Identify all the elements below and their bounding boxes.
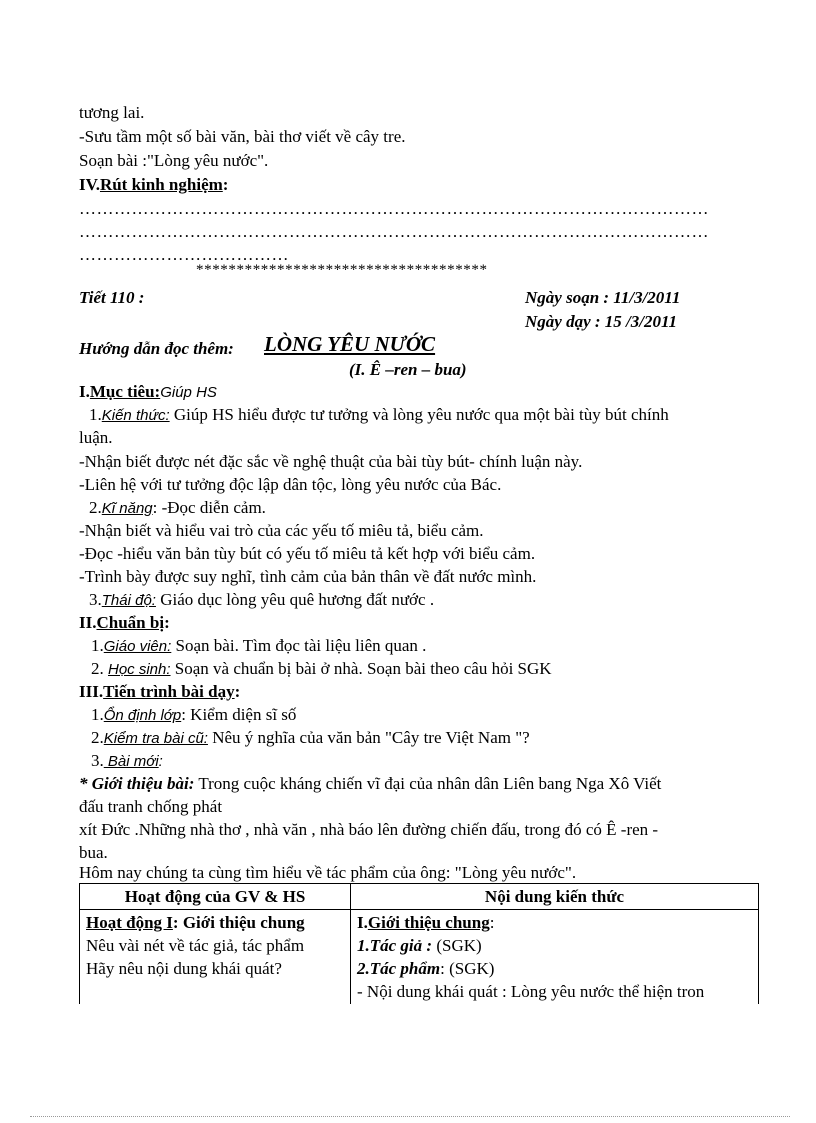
content-cell xyxy=(351,910,759,1005)
lesson-table xyxy=(79,883,759,1004)
prep-heading: II.Chuẩn bị: xyxy=(79,613,170,632)
process-step-2: 2.Kiểm tra bài cũ: Nêu ý nghĩa của văn bản "Cây tre Việt Nam "? xyxy=(91,728,530,747)
dotted-line: ……………………………………………………………………………………………… xyxy=(79,222,709,241)
reading-guide-label: Hướng dẫn đọc thêm: xyxy=(79,339,234,358)
content-summary: - Nội dung khái quát : Lòng yêu nước thể hiện tron xyxy=(357,982,705,1001)
attitude-line: 3.Thái độ: Giáo dục lòng yêu quê hương đất nước . xyxy=(89,590,435,609)
knowledge-item: -Liên hệ với tư tưởng độc lập dân tộc, lòng yêu nước của Bác. xyxy=(79,475,502,494)
activity-question: Hãy nêu nội dung khái quát? xyxy=(86,959,282,978)
table-header-content: Nội dung kiến thức xyxy=(351,884,759,910)
separator-stars: ************************************ xyxy=(196,262,488,278)
prep-student: 2. Học sinh: Soạn và chuẩn bị bài ở nhà. Soạn bài theo câu hỏi SGK xyxy=(91,659,552,678)
knowledge-line: 1.Kiến thức: Giúp HS hiểu được tư tưởng và lòng yêu nước qua một bài tùy bút chính xyxy=(89,405,669,424)
intro-line: tương lai. xyxy=(79,103,145,122)
process-heading: III.Tiến trình bài dạy: xyxy=(79,682,241,701)
content-work: 2.Tác phẩm: (SGK) xyxy=(357,959,495,978)
content-author: 1.Tác giả : (SGK) xyxy=(357,936,482,955)
table-header-activity: Hoạt động của GV & HS xyxy=(80,884,351,910)
lesson-title: LÒNG YÊU NƯỚC xyxy=(264,332,436,356)
skill-line: 2.Kĩ năng: -Đọc diễn cảm. xyxy=(89,498,266,517)
intro-paragraph-cont: xít Đức .Những nhà thơ , nhà văn , nhà báo lên đường chiến đấu, trong đó có Ê -ren - xyxy=(79,820,659,839)
skill-item: -Nhận biết và hiểu vai trò của các yếu tố miêu tả, biểu cảm. xyxy=(79,521,484,540)
process-step-3: 3. Bài mới: xyxy=(91,751,163,770)
page-footer-border xyxy=(30,1116,790,1118)
skill-item: -Trình bày được suy nghĩ, tình cảm của bản thân về đất nước mình. xyxy=(79,567,537,586)
activity-cell xyxy=(80,910,351,1005)
prep-date: Ngày soạn : 11/3/2011 xyxy=(525,288,681,307)
intro-paragraph-cont: đấu tranh chống phát xyxy=(79,797,223,816)
objectives-heading: I.Mục tiêu:Giúp HS xyxy=(79,382,217,401)
lesson-label: Tiết 110 : xyxy=(79,288,145,307)
dotted-line: ……………………………………………………………………………………………… xyxy=(79,199,709,218)
prep-teacher: 1.Giáo viên: Soạn bài. Tìm đọc tài liệu liên quan . xyxy=(91,636,427,655)
knowledge-cont: luận. xyxy=(79,428,113,447)
intro-line: -Sưu tầm một số bài văn, bài thơ viết về cây tre. xyxy=(79,127,406,146)
table-header-row xyxy=(80,884,759,910)
intro-line: Soạn bài :"Lòng yêu nước". xyxy=(79,151,269,170)
activity-heading: Hoạt động I: Giới thiệu chung xyxy=(86,913,305,932)
table-row xyxy=(80,910,759,1005)
process-step-1: 1.Ổn định lớp: Kiểm diện sĩ số xyxy=(91,705,297,724)
skill-item: -Đọc -hiểu văn bản tùy bút có yếu tố miêu tả kết hợp với biểu cảm. xyxy=(79,544,536,563)
section-heading-iv: IV.Rút kinh nghiệm: xyxy=(79,175,229,194)
activity-question: Nêu vài nét về tác giả, tác phẩm xyxy=(86,936,305,955)
knowledge-item: -Nhận biết được nét đặc sắc về nghệ thuật của bài tùy bút- chính luận này. xyxy=(79,452,583,471)
lesson-author: (I. Ê –ren – bua) xyxy=(349,360,467,379)
teach-date: Ngày dạy : 15 /3/2011 xyxy=(525,312,678,331)
intro-paragraph: * Giới thiệu bài: Trong cuộc kháng chiến vĩ đại của nhân dân Liên bang Nga Xô Viết xyxy=(79,774,662,793)
dotted-line: ……………………………… xyxy=(79,245,289,264)
content-heading: I.Giới thiệu chung: xyxy=(357,913,495,932)
intro-paragraph-cont: bua. xyxy=(79,843,108,862)
intro-paragraph-cont: Hôm nay chúng ta cùng tìm hiểu về tác phẩm của ông: "Lòng yêu nước". xyxy=(79,863,577,882)
